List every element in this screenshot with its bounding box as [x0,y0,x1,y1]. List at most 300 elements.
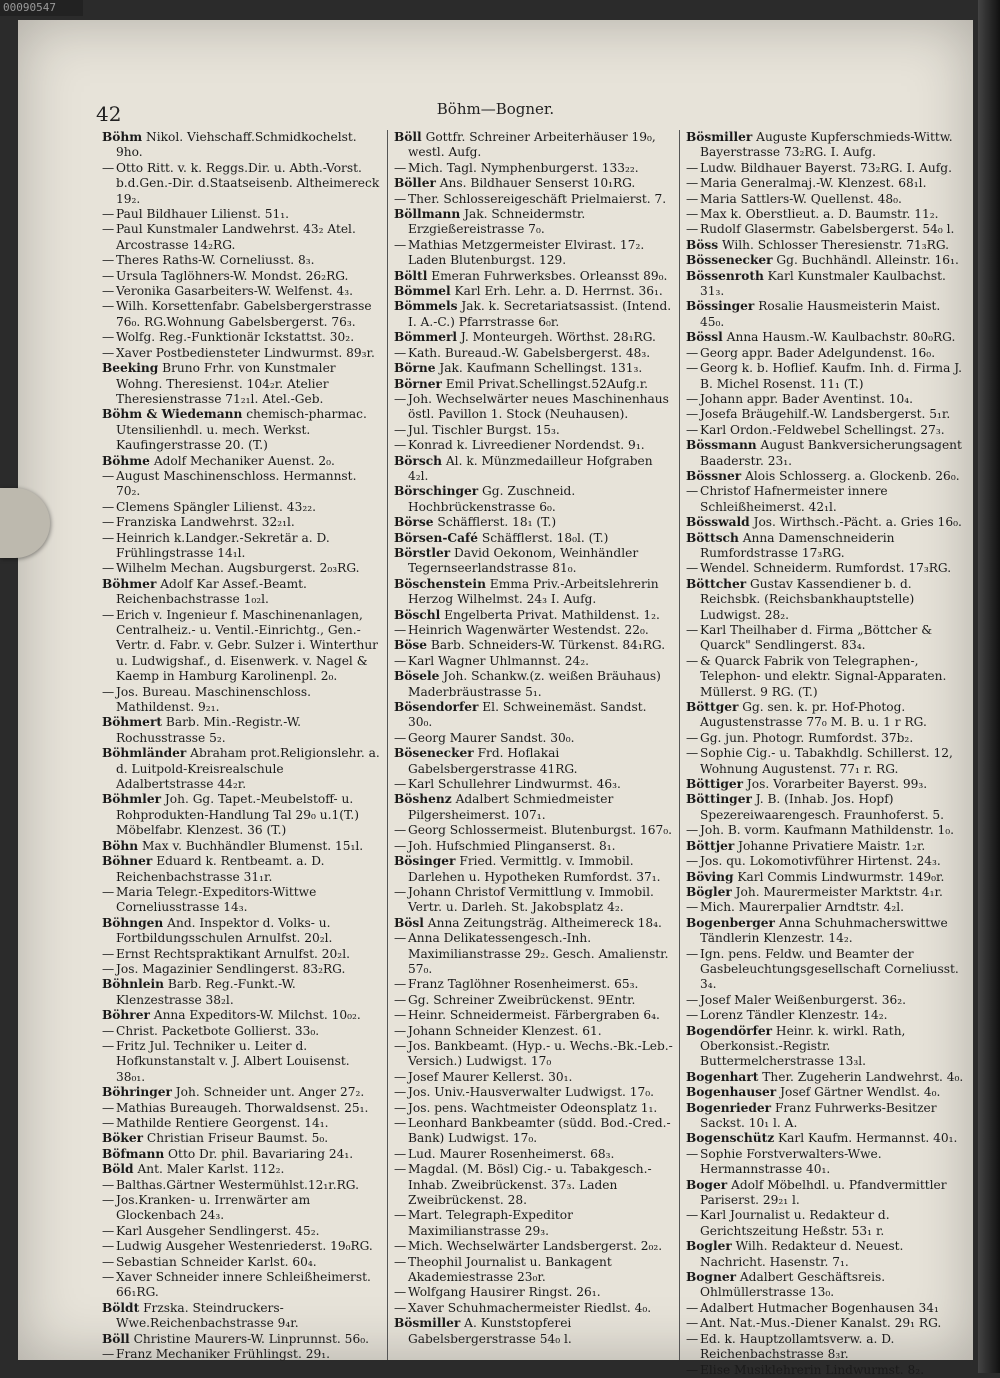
entry-text: Anna Zeitungsträg. Altheimereck 18₄. [423,915,662,930]
entry-text: Frd. Hoflakai Gabelsbergerstrasse 41RG. [408,746,578,776]
ditto-dash: — [686,222,699,237]
entry-text: Theophil Journalist u. Bankagent Akademiestrasse 23₀r. [408,1254,612,1285]
entry-text: Schäfflerst. 18₀l. (T.) [477,530,609,545]
directory-entry [102,161,381,207]
directory-entry [394,1255,673,1286]
directory-entry [394,454,673,485]
scan-id: 00090547 [0,0,83,16]
entry-surname: Bömmel [394,284,451,299]
directory-entry [686,1239,965,1270]
entry-surname: Böttsch [686,530,739,545]
directory-entry [394,823,673,838]
ditto-dash: — [394,160,407,175]
entry-surname: Bösendorfer [394,700,479,715]
directory-entry [102,454,381,469]
directory-entry [394,1316,673,1347]
directory-entry [686,253,965,268]
directory-page [18,20,973,1377]
directory-entry [394,207,673,238]
directory-entry [686,130,965,161]
entry-text: Adolf Möbelhdl. u. Pfandvermittler Pariserst. 29₂₁ l. [700,1177,947,1208]
ditto-dash: — [686,422,699,437]
entry-text: Xaver Schuhmachermeister Riedlst. 4₀. [408,1300,652,1315]
directory-entry [102,1224,381,1239]
entry-text: Maria Generalmaj.-W. Klenzest. 68₁l. [700,176,927,191]
entry-text: Joh. Hufschmied Plinganserst. 8₁. [408,838,616,853]
ditto-dash: — [102,684,115,699]
entry-text: Karl Erh. Lehr. a. D. Herrnst. 36₁. [450,284,663,299]
ditto-dash: — [394,838,407,853]
entry-text: Heinr. k. wirkl. Rath, Oberkonsist.-Registr. Buttermelcherstrasse 13₃l. [700,1023,906,1069]
entry-surname: Börsch [394,453,442,468]
directory-entry [686,222,965,237]
entry-surname: Bössenecker [686,253,773,268]
entry-text: Xaver Schneider innere Schleißheimerst. 66₁RG. [116,1270,371,1300]
entry-surname: Börne [394,361,436,376]
ditto-dash: — [686,900,699,915]
entry-surname: Böhmler [102,792,161,807]
directory-entry [686,207,965,222]
directory-entry [394,1024,673,1039]
ditto-dash: — [394,345,407,360]
ditto-dash: — [394,1254,407,1269]
directory-entry [102,222,381,253]
page-number: 42 [96,102,122,126]
ditto-dash: — [686,345,699,360]
entry-text: Georg k. b. Hoflief. Kaufm. Inh. d. Firma J. B. Michel Rosenst. 11₁ (T.) [700,361,963,391]
entry-surname: Bogenschütz [686,1131,775,1146]
directory-entry [394,1116,673,1147]
entry-text: Ludw. Bildhauer Bayerst. 73₂RG. I. Aufg. [700,160,952,175]
entry-surname: Böving [686,869,734,884]
entry-text: Ans. Bildhauer Senserst 10₁RG. [435,176,636,191]
ditto-dash: — [394,653,407,668]
entry-text: Karl Schullehrer Lindwurmst. 46₃. [408,777,621,792]
ditto-dash: — [686,1008,699,1023]
entry-text: El. Schweinemäst. Sandst. 30₀. [408,700,647,730]
entry-surname: Böttinger [686,792,752,807]
ditto-dash: — [394,1069,407,1084]
entry-surname: Böhmer [102,576,157,591]
directory-entry [102,947,381,962]
directory-entry [686,238,965,253]
ditto-dash: — [102,330,115,345]
directory-entry [102,561,381,576]
entry-text: Jul. Tischler Burgst. 15₃. [408,422,560,437]
directory-entry [102,839,381,854]
entry-text: Jak. k. Secretariatsassist. (Intend. I. A.-C.) Pfarrstrasse 6₀r. [408,299,672,329]
book-spine [978,0,1000,1373]
ditto-dash: — [102,1193,115,1208]
directory-entry [102,685,381,716]
directory-entry [394,1070,673,1085]
directory-entry [686,1008,965,1023]
entry-surname: Böse [394,638,428,653]
entry-text: Mathias Metzgermeister Elvirast. 17₂. Laden Blutenburgst. 129. [408,237,645,268]
ditto-dash: — [394,730,407,745]
entry-text: Lud. Maurer Rosenheimerst. 68₃. [408,1146,615,1161]
ditto-dash: — [686,854,699,869]
directory-entry [394,238,673,269]
ditto-dash: — [686,653,699,668]
ditto-dash: — [686,484,699,499]
entry-text: Ludwig Ausgeher Westenriederst. 19₀RG. [116,1239,373,1254]
entry-text: Sophie Forstverwalters-Wwe. Hermannstrasse 40₁. [700,1146,882,1177]
entry-surname: Bogenhart [686,1069,759,1084]
ditto-dash: — [394,1285,407,1300]
ditto-dash: — [686,623,699,637]
entry-surname: Bogenhauser [686,1085,777,1100]
entry-text: Barb. Min.-Registr.-W. Rochusstrasse 5₂. [116,715,302,745]
entry-text: chemisch-pharmac. Utensilienhdl. u. mech. Werkst. Kaufingerstrasse 20. (T.) [116,407,367,453]
directory-entry [394,916,673,931]
entry-text: Ed. k. Hauptzollamtsverw. a. D. Reichenbachstrasse 8₃r. [700,1331,895,1362]
entry-text: Josefa Bräugehilf.-W. Landsbergerst. 5₁r. [700,407,951,422]
entry-text: Jos. pens. Wachtmeister Odeonsplatz 1₁. [408,1100,658,1115]
entry-surname: Böhrer [102,1008,150,1023]
entry-surname: Bössmann [686,438,757,453]
entry-surname: Boger [686,1177,728,1192]
directory-entry [686,346,965,361]
directory-entry [102,1193,381,1224]
entry-surname: Böttiger [686,777,744,792]
entry-text: Elise Musiklehrerin Lindwurmst. 8₂. [700,1362,925,1377]
entry-text: August Maschinenschloss. Hermannst. 70₂. [116,468,357,499]
directory-entry [394,1008,673,1023]
directory-entry [102,792,381,838]
entry-surname: Böldt [102,1300,140,1315]
entry-text: Jos. Wirthsch.-Pächt. a. Gries 16₀. [749,515,962,530]
directory-entry [686,792,965,823]
entry-text: And. Inspektor d. Volks- u. Fortbildungsschulen Arnulfst. 20₂l. [116,915,333,946]
entry-text: Sebastian Schneider Karlst. 60₄. [116,1254,317,1269]
directory-entry [102,962,381,977]
entry-text: Leonhard Bankbeamter (südd. Bod.-Cred.-Bank) Ludwigst. 17₀. [408,1116,671,1146]
ditto-dash: — [686,407,699,422]
entry-text: Theres Raths-W. Corneliusst. 8₃. [116,253,315,268]
entry-text: Jos. Bankbeamt. (Hyp.- u. Wechs.-Bk.-Leb.-Versich.) Ludwigst. 17₀ [408,1038,673,1069]
entry-surname: Bogler [686,1239,732,1254]
directory-entry [394,654,673,669]
entry-text: August Bankversicherungsagent Baaderstr. 23₁. [700,438,962,468]
entry-text: Karl Commis Lindwurmstr. 149₀r. [733,869,945,884]
entry-surname: Böker [102,1131,144,1146]
entry-surname: Bössner [686,468,742,483]
entry-text: Wilh. Schlosser Theresienstr. 71₃RG. [718,237,949,252]
entry-text: Anna Delikatessengesch.-Inh. Maximilianstrasse 29₂. Gesch. Amalienstr. 57₀. [408,931,669,976]
entry-text: Otto Dr. phil. Bavariaring 24₁. [164,1146,354,1161]
entry-text: Jos. qu. Lokomotivführer Hirtenst. 24₃. [700,854,941,869]
entry-text: David Oekonom, Weinhändler Tegernseerlandstrasse 81₀. [408,545,639,576]
directory-entry [102,515,381,530]
entry-surname: Böhnlein [102,977,165,992]
directory-entry [686,700,965,731]
entry-surname: Böschl [394,607,441,622]
directory-entry [102,916,381,947]
directory-entry [394,269,673,284]
entry-text: Ernst Rechtspraktikant Arnulfst. 20₂l. [116,946,350,961]
ditto-dash: — [686,730,699,745]
entry-text: Bruno Frhr. von Kunstmaler Wohng. Theresienst. 104₂r. Atelier Theresienstrasse 71₂₁l. Atel.-Geb. [116,361,336,406]
directory-entry [686,823,965,838]
entry-text: Karl Kunstmaler Kaulbachst. 31₃. [700,268,946,299]
directory-entry [686,900,965,915]
entry-surname: Bösmiller [686,130,753,144]
entry-text: Joh. Maurermeister Marktstr. 4₁r. [731,884,943,899]
entry-text: Emil Privat.Schellingst.52Aufg.r. [441,376,649,391]
directory-entry [102,1162,381,1177]
entry-text: Georg Maurer Sandst. 30₀. [408,730,575,745]
directory-entry [686,623,965,654]
directory-entry [686,1301,965,1316]
entry-text: Schäfflerst. 18₁ (T.) [433,515,557,530]
entry-text: Josef Maurer Kellerst. 30₁. [408,1069,573,1084]
ditto-dash: — [394,1300,407,1315]
ditto-dash: — [102,530,115,545]
directory-entry [686,870,965,885]
directory-entry [394,161,673,176]
entry-text: Paul Bildhauer Lilienst. 51₁. [116,207,289,222]
entry-text: Heinrich Wagenwärter Westendst. 22₀. [408,623,649,637]
entry-surname: Börstler [394,545,451,560]
ditto-dash: — [102,222,115,237]
entry-surname: Bögler [686,884,732,899]
ditto-dash: — [394,823,407,838]
entry-text: Georg appr. Bader Adelgundenst. 16₀. [700,345,936,360]
directory-entry [102,1255,381,1270]
entry-text: Jak. Schneidermstr. Erzgießereistrasse 7₀. [408,207,586,237]
entry-text: Franz Taglöhner Rosenheimerst. 65₃. [408,977,639,992]
directory-entry [686,192,965,207]
entry-text: Kath. Bureaud.-W. Gabelsbergerst. 48₃. [408,345,651,360]
directory-entry [686,515,965,530]
entry-text: Ther. Zugeherin Landwehrst. 4₀. [758,1069,964,1084]
ditto-dash: — [394,1239,407,1254]
directory-entry [102,346,381,361]
directory-entry [394,515,673,530]
directory-entry [394,931,673,977]
entry-text: Abraham prot.Religionslehr. a. d. Luitpold-Kreisrealschule Adalbertstrasse 44₂r. [116,746,380,792]
directory-entry [686,269,965,300]
ditto-dash: — [102,1100,115,1115]
entry-text: Jos.Kranken- u. Irrenwärter am Glockenbach 24₃. [116,1193,311,1223]
directory-entry [686,577,965,623]
entry-surname: Böschenstein [394,576,486,591]
entry-surname: Böhringer [102,1085,172,1100]
directory-entry [102,130,381,161]
directory-entry [686,947,965,993]
directory-entry [102,854,381,885]
entry-text: Ant. Nat.-Mus.-Diener Kanalst. 29₁ RG. [700,1316,942,1331]
entry-surname: Böll [394,130,422,144]
directory-entry [686,531,965,562]
ditto-dash: — [394,237,407,252]
ditto-dash: — [102,884,115,899]
directory-entry [686,161,965,176]
directory-entry [686,777,965,792]
entry-text: Clemens Spängler Lilienst. 43₂₂. [116,499,316,514]
directory-entry [686,1085,965,1100]
ditto-dash: — [102,1177,115,1192]
directory-entry [102,977,381,1008]
directory-entry [686,885,965,900]
entry-text: Jak. Kaufmann Schellingst. 131₃. [435,361,643,376]
entry-text: Franz Mechaniker Frühlingst. 29₁. [116,1347,330,1362]
entry-surname: Böshenz [394,792,452,807]
ditto-dash: — [394,1008,407,1023]
ditto-dash: — [686,1331,699,1346]
directory-entry [394,1147,673,1162]
entry-text: Anna Schuhmacherswittwe Tändlerin Klenzestr. 14₂. [700,915,948,946]
entry-text: Otto Ritt. v. k. Reggs.Dir. u. Abth.-Vorst. b.d.Gen.-Dir. d.Staatseisenb. Altheimereck 19₂. [116,160,380,206]
entry-text: Alois Schlosserg. a. Glockenb. 26₀. [741,468,960,483]
directory-entry [102,1101,381,1116]
ditto-dash: — [394,884,407,899]
entry-text: Emeran Fuhrwerksbes. Orleansst 89₀. [427,268,668,283]
directory-entry [686,561,965,576]
directory-entry [394,1101,673,1116]
directory-entry [394,839,673,854]
entry-text: Johann appr. Bader Aventinst. 10₄. [700,391,914,406]
entry-surname: Böhm [102,130,143,144]
entry-text: Wilhelm Mechan. Augsburgerst. 2₀₃RG. [116,561,360,576]
directory-entry [102,269,381,284]
entry-text: Max k. Oberstlieut. a. D. Baumstr. 11₂. [700,207,939,222]
entry-surname: Börner [394,376,442,391]
entry-text: Gg. Schreiner Zweibrückenst. 9Entr. [408,992,636,1007]
directory-entry [102,299,381,330]
directory-entry [102,469,381,500]
entry-text: Christian Friseur Baumst. 5₀. [143,1131,329,1146]
directory-entry [394,392,673,423]
entry-text: Gg. jun. Photogr. Rumfordst. 37b₂. [700,730,914,745]
ditto-dash: — [102,284,115,299]
directory-entry [394,854,673,885]
entry-text: Heinr. Schneidermeist. Färbergraben 6₄. [408,1008,660,1023]
directory-entry [686,423,965,438]
directory-entry [102,361,381,407]
directory-entry [686,392,965,407]
ditto-dash: — [394,391,407,406]
entry-surname: Bössenroth [686,268,764,283]
directory-entry [102,577,381,608]
entry-surname: Bössinger [686,299,755,314]
entry-text: Ign. pens. Feldw. und Beamter der Gasbeleuchtungsgesellschaft Corneliusst. 3₄. [700,946,959,992]
directory-entry [102,284,381,299]
directory-entry [686,654,965,700]
entry-surname: Böllmann [394,207,461,222]
entry-text: Ther. Schlossereigeschäft Prielmaierst. 7. [408,191,667,206]
directory-entry [394,1085,673,1100]
entry-text: Erich v. Ingenieur f. Maschinenanlagen, Centralheiz.- u. Ventil.-Einrichtg., Gen.-Vertr. d. Fabr. v. Gebr. Sulzer i. Winterthur u. Ludwigshaf., d. Eisenwerk. v. Nagel & Kaemp in Hamburg Karolinenpl. 2₀. [116,607,378,684]
ditto-dash: — [394,1085,407,1100]
directory-entry [686,746,965,777]
entry-text: Joh. Gg. Tapet.-Meubelstoff- u. Rohprodukten-Handlung Tal 29₀ u.1(T.) Möbelfabr. Klenzest. 36 (T.) [116,792,359,838]
entry-surname: Böhmländer [102,746,187,761]
running-head: Böhm—Bogner. [436,100,555,118]
ditto-dash: — [102,515,115,530]
directory-entry [102,207,381,222]
entry-text: Joh. Schankw.(z. weißen Bräuhaus) Maderbräustrasse 5₁. [408,669,661,699]
entry-surname: Böll [102,1331,130,1346]
directory-entry [102,1239,381,1254]
entry-text: Anna Expeditors-W. Milchst. 10₀₂. [149,1008,361,1023]
ditto-dash: — [686,160,699,175]
ditto-dash: — [102,1239,115,1254]
directory-entry [686,1270,965,1301]
entry-text: Eduard k. Rentbeamt. a. D. Reichenbachstrasse 31₁r. [116,854,325,884]
directory-entry [394,638,673,653]
directory-entry [394,531,673,546]
directory-entry [394,700,673,731]
directory-entry [686,1101,965,1132]
entry-surname: Bösenecker [394,746,474,761]
ditto-dash: — [102,1347,115,1362]
entry-text: Xaver Postbediensteter Lindwurmst. 89₃r. [116,345,375,360]
directory-entry [686,1024,965,1070]
ditto-dash: — [686,746,699,761]
ditto-dash: — [394,1208,407,1223]
entry-surname: Böller [394,176,436,191]
entry-text: Karl Wagner Uhlmannst. 24₂. [408,653,589,668]
entry-text: Joh. Wechselwärter neues Maschinenhaus östl. Pavillon 1. Stock (Neuhausen). [408,391,669,422]
directory-entry [686,1131,965,1146]
entry-text: Johann Schneider Klenzest. 61. [408,1023,602,1038]
directory-entry [686,731,965,746]
entry-text: Max v. Buchhändler Blumenst. 15₁l. [138,838,364,853]
directory-entry [394,731,673,746]
entry-surname: Bömmels [394,299,458,314]
entry-text: Mathias Bureaugeh. Thorwaldsenst. 25₁. [116,1100,369,1115]
entry-surname: Börse [394,515,434,530]
entry-surname: Böttjer [686,838,735,853]
ditto-dash: — [102,345,115,360]
directory-entry [394,977,673,992]
ditto-dash: — [686,1362,699,1377]
directory-entry [394,423,673,438]
entry-text: Christine Maurers-W. Linprunnst. 56₀. [129,1331,369,1346]
entry-text: Mich. Maurerpalier Arndtstr. 4₂l. [700,900,905,915]
directory-entry [686,1070,965,1085]
entry-text: Gg. sen. k. pr. Hof-Photog. Augustenstrasse 77₀ M. B. u. 1 r RG. [700,700,927,730]
entry-text: Konrad k. Livreediener Nordendst. 9₁. [408,438,645,453]
ditto-dash: — [686,361,699,376]
directory-entry [102,330,381,345]
entry-text: Karl Kaufm. Hermannst. 40₁. [774,1131,958,1146]
directory-entry [686,916,965,947]
entry-text: Anna Damenschneiderin Rumfordstrasse 17₃RG. [700,530,895,560]
directory-entry [686,1178,965,1209]
column-1 [96,130,388,1360]
directory-entry [394,176,673,191]
directory-entry [102,1178,381,1193]
ditto-dash: — [394,438,407,453]
ditto-dash: — [102,160,115,175]
directory-entry [102,746,381,792]
ditto-dash: — [686,207,699,222]
ditto-dash: — [102,1023,115,1038]
directory-entry [102,531,381,562]
entry-text: Rudolf Glasermstr. Gabelsbergerst. 54₀ l. [700,222,955,237]
directory-entry [102,1131,381,1146]
entry-text: Al. k. Münzmedailleur Hofgraben 4₂l. [408,453,653,483]
entry-text: Adalbert Schmiedmeister Pilgersheimerst. 107₁. [408,792,614,822]
entry-surname: Bösl [394,915,424,930]
directory-entry [686,1332,965,1363]
entry-text: Frzska. Steindruckers-Wwe.Reichenbachstrasse 9₄r. [116,1300,299,1331]
entry-surname: Bogner [686,1270,736,1285]
directory-entry [686,854,965,869]
